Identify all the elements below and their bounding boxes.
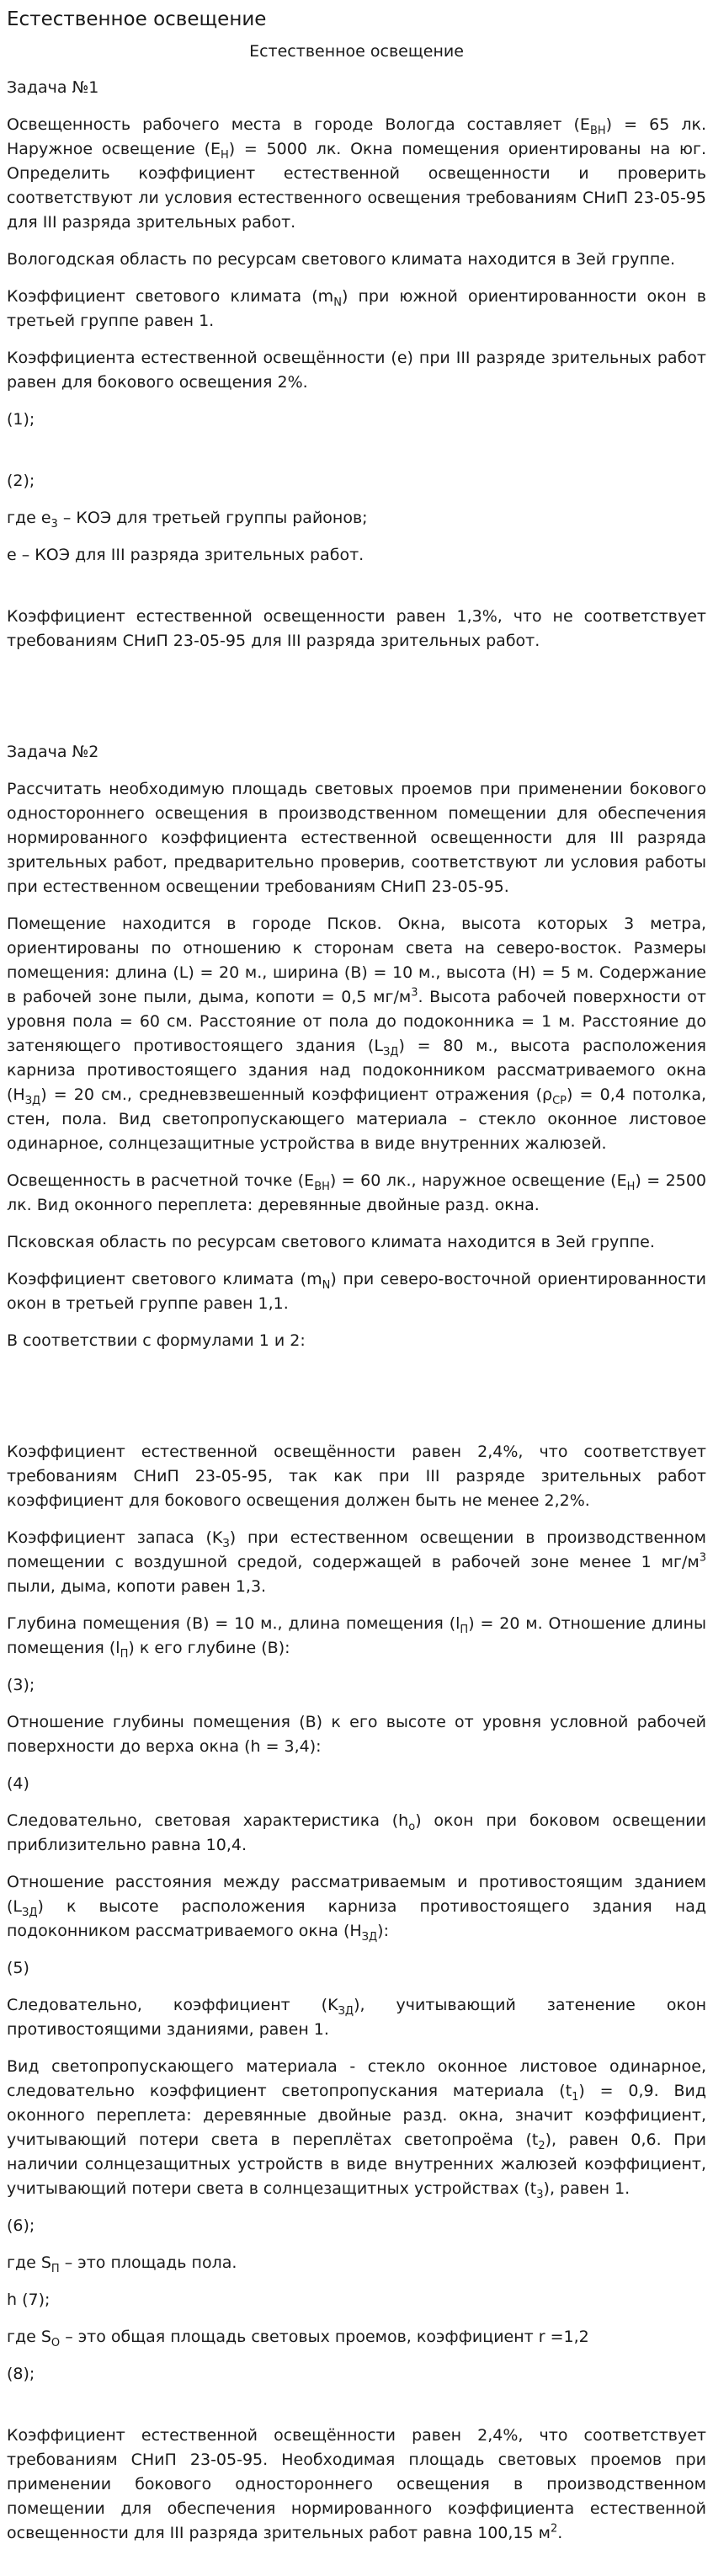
task1-paragraph: e – КОЭ для III разряда зрительных работ.	[7, 546, 364, 564]
page-title: Естественное освещение	[7, 8, 267, 30]
task2-paragraph: Коэффициент запаса $(K_З)$ при естественном освещении в производственном помещении с воздушной средой, содержащей в рабочей зоне менее 1 $мг/м^3$ пыли, дыма, копоти равен 1,3.	[7, 1528, 706, 1596]
task1-conclusion: Коэффициент естественной освещенности равен 1,3%, что не соответствует требованиям СНиП 23-05-95 для III разряда зрительных работ.	[7, 607, 706, 650]
task2-paragraph: Коэффициент естественной освещённости равен 2,4%, что соответствует требованиям СНиП 23-05-95, так как при III разряде зрительных работ коэффициент для бокового освещения должен быть не менее 2,2%.	[7, 1443, 706, 1510]
formula-space	[7, 580, 706, 605]
section-gap	[7, 666, 706, 740]
task2-paragraph: где $S_П$ – это площадь пола.	[7, 2253, 237, 2275]
task2-heading: Задача №2	[7, 743, 99, 761]
task1-paragraph: Освещенность рабочего места в городе Вологда составляет $(E_{ВН}) = 65$ лк. Наружное освещение $(E_Н) = 5000$ лк. Окна помещения ориентированы на юг. Определить коэффициент естественной освещенности и проверить соответствуют ли условия естественного освещения требованиям СНиП 23-05-95 для III разряда зрительных работ.	[7, 115, 707, 232]
task2-paragraph: Отношение глубины помещения (B) к его высоте от уровня условной рабочей поверхности до верха окна (h = 3,4):	[7, 1713, 706, 1756]
task2-paragraph: В соответствии с формулами 1 и 2:	[7, 1331, 306, 1350]
formula-space	[7, 445, 706, 469]
formula-label: (4)	[7, 1774, 29, 1793]
formula-label: (1);	[7, 410, 35, 429]
document-title: Естественное освещение	[249, 42, 464, 61]
formula-label: (6);	[7, 2216, 35, 2235]
formula-label: (2);	[7, 472, 35, 490]
task1-paragraph: Вологодская область по ресурсам светового климата находится в 3ей группе.	[7, 250, 675, 269]
task2-conclusion: Коэффициент естественной освещённости равен 2,4%, что соответствует требованиям СНиП 23-05-95. Необходимая площадь световых проемов при применении бокового одностороннего освещения в производственном помещении для обеспечения нормированного коэффициента естественной освещенности для III разряда зрительных работ равна 100,15 $м^2$.	[7, 2426, 706, 2542]
formula-label: h (7);	[7, 2291, 51, 2309]
task2-paragraph: Вид светопропускающего материала - стекло оконное листовое одинарное, следовательно коэффициент светопропускания материала $(t_1) = 0,9$. Вид оконного переплета: деревянные двойные разд. окна, значит коэффициент, учитывающий потери света в переплётах светопроёма $(t_2)$, равен 0,6. При наличии солнцезащитных устройств в виде внутренних жалюзей коэффициент, учитывающий потери света в солнцезащитных устройствах $(t_3)$, равен 1.	[7, 2057, 706, 2201]
task2-paragraph: Помещение находится в городе Псков. Окна, высота которых 3 метра, ориентированы по отношению к сторонам света на северо-восток. Размеры помещения: длина (L) = 20 м., ширина (B) = 10 м., высота (H) = 5 м. Содержание в рабочей зоне пыли, дыма, копоти = 0,5 $мг/м^3$. Высота рабочей поверхности от уровня пола = 60 см. Расстояние от пола до подоконника = 1 м. Расстояние до затеняющего противостоящего здания $(L_{ЗД}) = 80$ м., высота расположения карниза противостоящего здания над подоконником рассматриваемого окна $(H_{ЗД}) = 20$ см., средневзвешенный коэффициент отражения $(\rho_{СР}) = 0,4$ потолка, стен, пола. Вид светопропускающего материала – стекло оконное листовое одинарное, солнцезащитные устройства в виде внутренних жалюзей.	[7, 915, 706, 1153]
task1-paragraph: Коэффициента естественной освещённости (e) при III разряде зрительных работ равен для бокового освещения 2%.	[7, 349, 706, 392]
formula-space	[7, 2399, 706, 2424]
formula-label: (3);	[7, 1676, 35, 1694]
task2-paragraph: где $S_О$ – это общая площадь световых проемов, коэффициент r =1,2	[7, 2328, 589, 2349]
task2-paragraph: Псковская область по ресурсам светового климата находится в 3ей группе.	[7, 1233, 655, 1251]
task2-paragraph: Рассчитать необходимую площадь световых проемов при применении бокового одностороннего освещения в производственном помещении для обеспечения нормированного коэффициента естественной освещенности для III разряда зрительных работ, предварительно проверив, соответствуют ли условия работы при естественном освещении требованиям СНиП 23-05-95.	[7, 780, 706, 896]
task2-paragraph: Освещенность в расчетной точке $(E_{ВН}) = 60$ лк., наружное освещение $(E_Н) = 2500$ лк. Вид оконного переплета: деревянные двойные разд. окна.	[7, 1171, 707, 1214]
task2-paragraph: Глубина помещения (B) = 10 м., длина помещения $(l_П) = 20$ м. Отношение длины помещения $(l_П)$ к его глубине (B):	[7, 1614, 706, 1661]
task1-paragraph: Коэффициент светового климата $(m_N)$ при южной ориентированности окон в третьей группе равен 1.	[7, 287, 706, 330]
task2-paragraph: Следовательно, коэффициент $(K_{ЗД})$, учитывающий затенение окон противостоящими зданиями, равен 1.	[7, 1996, 707, 2039]
formula-label: (5)	[7, 1959, 29, 1977]
task1-heading: Задача №1	[7, 78, 99, 97]
task2-paragraph: Коэффициент светового климата $(m_N)$ при северо-восточной ориентированности окон в третьей группе равен 1,1.	[7, 1270, 706, 1313]
formula-space	[7, 1366, 706, 1440]
formula-label: (8);	[7, 2365, 35, 2383]
task2-paragraph: Отношение расстояния между рассматриваемым и противостоящим зданием $(L_{ЗД})$ к высоте расположения карниза противостоящего здания над подоконником рассматриваемого окна $(H_{ЗД})$:	[7, 1873, 706, 1944]
task2-paragraph: Следовательно, световая характеристика $(h_о)$ окон при боковом освещении приблизительно равна 10,4.	[7, 1811, 706, 1854]
task1-paragraph: где $e_3$ – КОЭ для третьей группы районов;	[7, 509, 368, 531]
